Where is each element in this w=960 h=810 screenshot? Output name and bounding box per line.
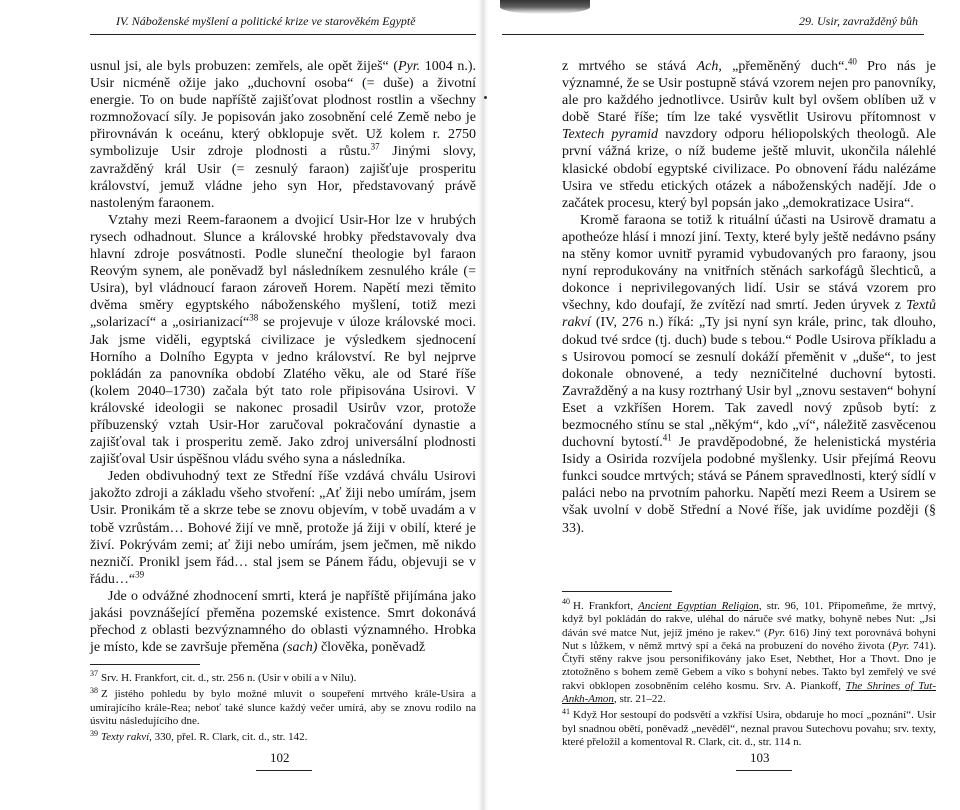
folio-rule-right xyxy=(736,770,792,771)
left-body-text xyxy=(90,58,476,656)
footnote-number: 38 xyxy=(90,685,98,695)
right-footnotes xyxy=(562,597,937,752)
page-number-left: 102 xyxy=(270,750,290,765)
paragraph: usnul jsi, ale byls probuzen: zemřels, ale opět žiješ“ (Pyr. 1004 n.). Usir nicméně ožije jako „duchovní osoba“ (= duše) a životní energie. To on bude napříště zajišťovat plodnost rostlin a všechny rozmnožovací síly. Je popisován jako zosobnění celé Země nebo je přirovnáván k oceánu, který obklopuje svět. Už kolem r. 2750 symbolizuje Usir zdroje plodnosti a růstu.$^{37}$ Jinými slovy, zavražděný král Usir (= zesnulý faraon) zajišťuje prosperitu království, jemuž vládne jeho syn Hor, představovaný právě nastoleným faraonem. xyxy=(90,59,476,211)
footnote-text: Když Hor sestoupí do podsvětí a vzkřísí Usira, obdaruje ho mocí „poznání“. Usir byl snadnou obětí, poněvadž „nevěděl“, neznal pravou Sutechovu povahu; srv. texty, které přeložil a komentoval R. Clark, cit. d., str. 114 n. xyxy=(562,709,936,748)
paragraph: Vztahy mezi Reem-faraonem a dvojicí Usir-Hor lze v hrubých rysech odhadnout. Slunce a královské hrobky představovaly dva hlavní zdroje posvátnosti. Podle sluneční theologie byl faraon Reovým synem, ale poněvadž byl následníkem zesnulého krále (= Usira), byl vládnoucí faraon zároveň Horem. Napětí mezi těmito dvěma směry egyptského náboženského myšlení, totiž mezi „solarizací“ a „osirianizací“$^{38}$ se projevuje v úloze královské moci. Jak jsme viděli, egyptská civilizace je výsledkem sjednocení Horního a Dolního Egypta v jedno království. Re byl nejprve pokládán za panovníka období Zlatého věku, ale od Staré říše (kolem 2040–1730) začala být tato role připisována Usirovi. V královské ideologii se nakonec prosadil Usirův vzor, protože příbuzenský vztah Usir-Hor zaručoval pokračování dynastie a zajišťoval tak i prosperitu země. Jako zdroj universální plodnosti zajišťoval Usir úspěšnou vládu svého syna a následníka. xyxy=(90,212,476,468)
running-head-right: 29. Usir, zavražděný bůh xyxy=(799,14,918,28)
footnote-rule-left xyxy=(90,664,200,665)
right-body-text xyxy=(562,58,936,537)
footnote xyxy=(90,728,476,744)
running-head-left: IV. Náboženské myšlení a politické krize ve starověkém Egyptě xyxy=(116,14,416,28)
header-rule-left xyxy=(90,34,476,35)
page-number-right: 103 xyxy=(750,750,770,765)
header-rule-right xyxy=(502,34,924,35)
paragraph: Kromě faraona se totiž k rituální účasti na Usirově dramatu a apotheóze hlásí i mnozí jiní. Texty, které byly ještě nedávno psány na stěny komor uvnitř pyramid vybudovaných pro faraony, jsou nyní reprodukovány na vnitřních stěnách sarkofágů šlechticů, a dokonce i neprivilegovaných lidí. Usir se stává vzorem pro všechny, kdo doufají, že zvítězí nad smrtí. Jeden úryvek z Textů rakví (IV, 276 n.) říká: „Ty jsi nyní syn krále, princ, tak dlouho, dokud tvé srdce (tj. duch) bude s tebou.“ Podle Usirova příkladu a s Usirovou pomocí se zesnulí dokáží přeměnit v „duše“, to jest dokonale obnovené, a tedy nezničitelné duchovní bytosti. Zavražděný a na kusy roztrhaný Usir byl „znovu sestaven“ bohyní Eset a vzkříšen Horem. Tak zavedl nový způsob bytí: z bezmocného stínu se stal „někým“, kdo „ví“, náležitě zasvěcenou duchovní bytostí.$^{41}$ Je pravděpodobné, že helenistická mystéria Isidy a Osirida rozvíjela podobné myšlenky. Usir přejímá Reovu funkci soudce mrtvých; stává se Pánem spravedlnosti, který sídlí v paláci nebo na prvotním pahorku. Napětí mezi Reem a Usirem se však uvolní v době Střední a Nové říše, jak uvidíme později (§ 33). xyxy=(562,212,936,536)
footnote-text: Texty rakví, 330, přel. R. Clark, cit. d., str. 142. xyxy=(101,731,308,744)
folio-rule-left xyxy=(256,770,312,771)
footnote-number: 40 xyxy=(562,597,570,607)
footnote xyxy=(562,706,936,749)
footnote-number: 39 xyxy=(90,728,98,738)
footnote xyxy=(562,597,937,706)
footnote-number: 41 xyxy=(562,706,570,716)
paragraph: Jeden obdivuhodný text ze Střední říše vzdává chválu Usirovi jakožto zdroji a základu všeho stvoření: „Ať žiji nebo umírám, jsem Usir. Pronikám tě a skrze tebe se znovu objevím, v tobě uvadám a v tobě vzrůstám… Bohové žijí ve mně, protože já žiji v obilí, které je živí. Pokrývám zemi; ať žiji nebo umírám, jsem ječmen, mě nikdo nezničí. Pronikl jsem řád… stal jsem se Pánem řádu, objevuji se v řádu…“$^{39}$ xyxy=(90,469,476,587)
footnote xyxy=(90,669,476,685)
footnote-text: Z jistého pohledu by bylo možné mluvit o soupeření mrtvého krále-Usira a umírajícího krále-Rea; neboť také slunce každý večer umírá, aby se znovu rodilo na úsvitu následujícího dne. xyxy=(90,688,476,727)
footnote-rule-right xyxy=(562,591,672,592)
paragraph: z mrtvého se stává Ach, „přeměněný duch“.$^{40}$ Pro nás je významné, že se Usir postupně stává vzorem nejen pro panovníky, ale pro každého jednotlivce. Usirův kult byl ovšem oblíben už v době Staré říše; tím lze také vysvětlit Usirovu přítomnost v Textech pyramid navzdory odporu héliopolských theologů. Ale první vážná krize, o níž budeme ještě mluvit, ukončila nálehlé klasické období egyptské civilizace. Po obnovení řádu nalézáme Usira ve středu etických otázek a náboženských nadějí. Jde o začátek procesu, který byl popsán jako „demokratizace Usira“. xyxy=(562,56,937,211)
paragraph: Jde o odvážné zhodnocení smrti, která je napříště přijímána jako jakási povznášející přeměna pozemské existence. Smrt dokonává přechod z oblasti bezvýznamného do oblasti významného. Hrobka je místo, kde se završuje přeměna (sach) člověka, poněvadž xyxy=(90,588,476,656)
footnote-text: Srv. H. Frankfort, cit. d., str. 256 n. (Usir v obilí a v Nilu). xyxy=(101,672,357,684)
left-footnotes xyxy=(90,669,476,747)
footnote-number: 37 xyxy=(90,669,98,679)
footnote xyxy=(90,685,476,728)
right-page xyxy=(484,0,960,810)
footnote-text: H. Frankfort, Ancient Egyptian Religion, str. 96, 101. Připomeňme, že mrtvý, když byl pokládán do rakve, uléhal do náruče své matky, bohyně nebes Nut: „Jsi dáván své matce Nut, jejíž jméno je rakev.“ (Pyr. 616) Jiný text porovnává bohyni Nut s lůžkem, v němž mrtvý spí a čeká na probuzení do nového života (Pyr. 741). Čtyři stěny rakve jsou personifikovány jako Eset, Nebthet, Hor a Thovt. Dno je ztotožněno s bohem země Gebem a víko s bohyní nebes. Takto byl zemřelý ve své rakvi obklopen zosobněním celého kosmu. Srv. A. Piankoff, The Shrines of Tut-Ankh-Amon, str. 21–22. xyxy=(562,600,937,706)
